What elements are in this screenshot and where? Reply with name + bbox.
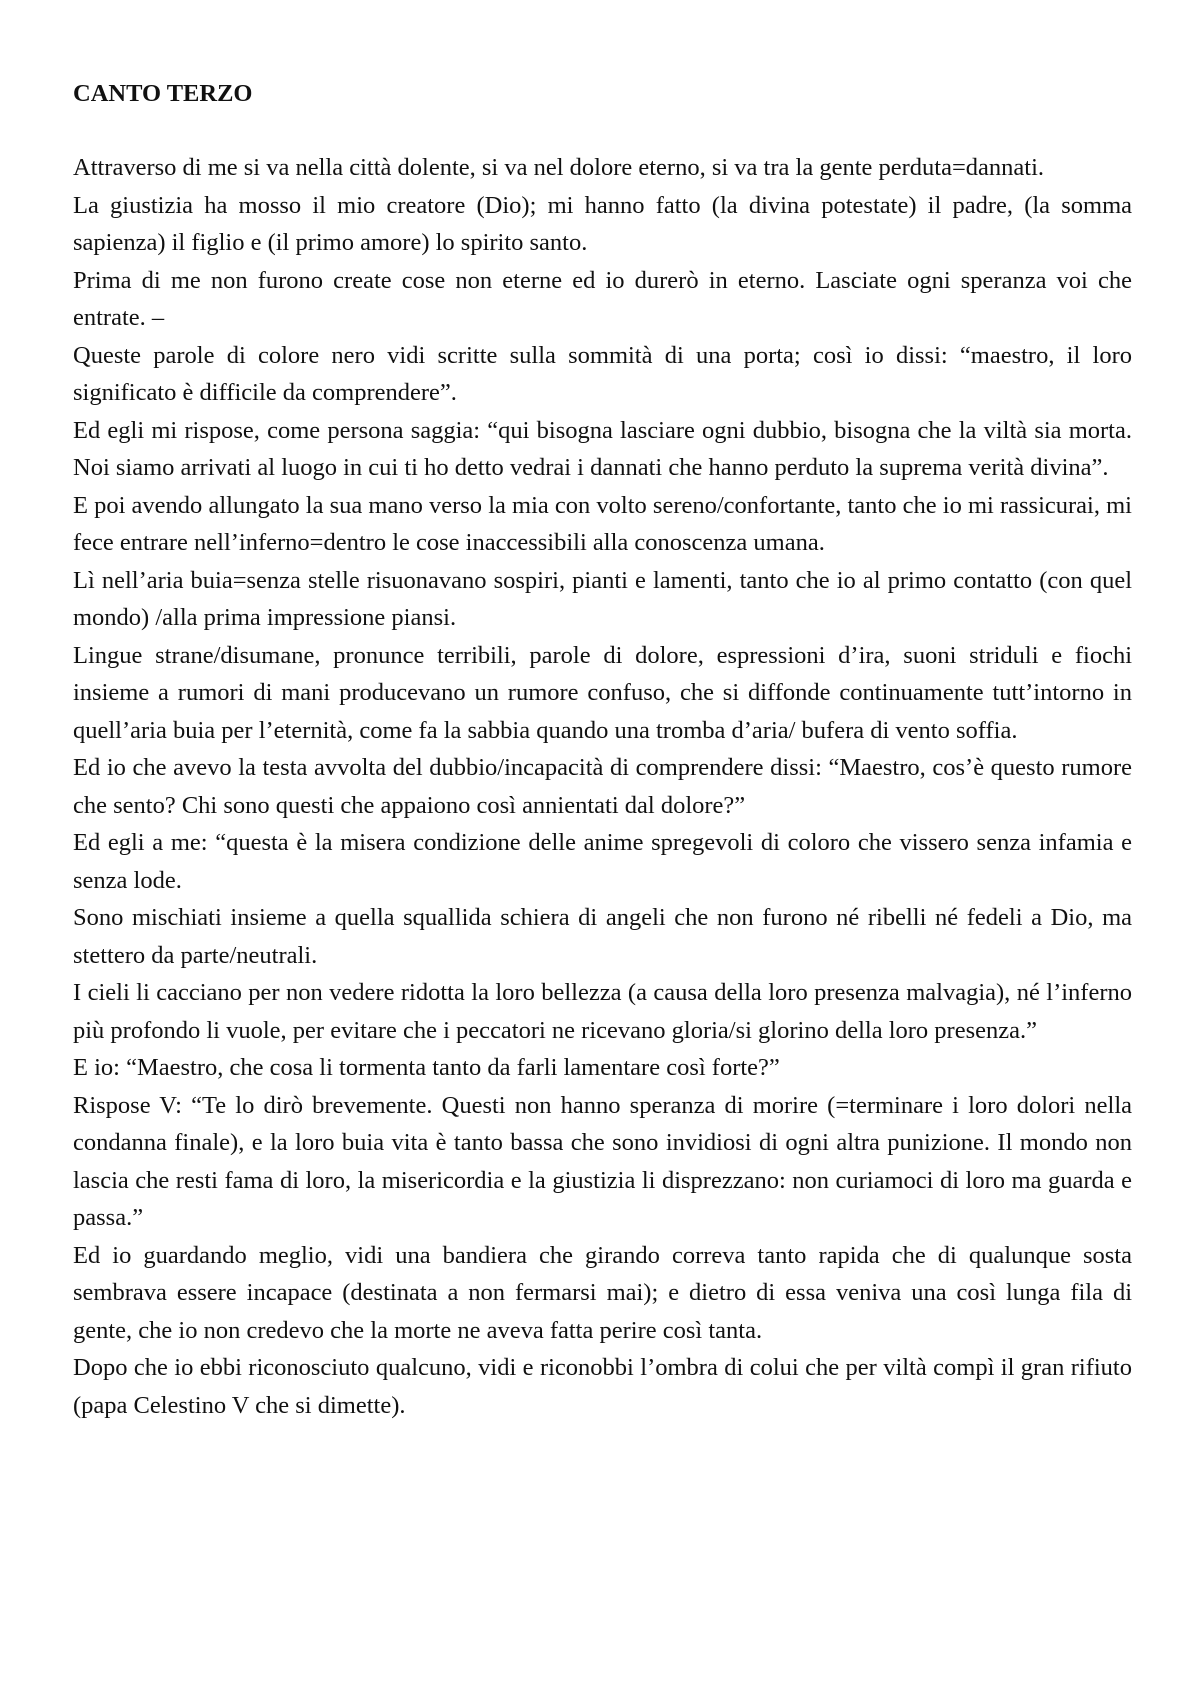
paragraph-15: Ed io guardando meglio, vidi una bandiera che girando correva tanto rapida che di qualunque sosta sembrava essere incapace (destinata a non fermarsi mai); e dietro di essa veniva una così lunga fila di gente, che io non credevo che la morte ne aveva fatta perire così tanta. xyxy=(73,1241,1132,1344)
paragraph-5: Ed egli mi rispose, come persona saggia: “qui bisogna lasciare ogni dubbio, bisogna che la viltà sia morta. Noi siamo arrivati al luogo in cui ti ho detto vedrai i dannati che hanno perduto la suprema verità divina”. xyxy=(73,416,1132,481)
paragraph-16: Dopo che io ebbi riconosciuto qualcuno, vidi e riconobbi l’ombra di colui che per viltà compì il gran rifiuto (papa Celestino V che si dimette). xyxy=(73,1354,1132,1419)
paragraph-4: Queste parole di colore nero vidi scritte sulla sommità di una porta; così io dissi: “maestro, il loro significato è difficile da comprendere”. xyxy=(73,341,1132,406)
paragraph-13: E io: “Maestro, che cosa li tormenta tanto da farli lamentare così forte?” xyxy=(73,1054,780,1081)
paragraph-7: Lì nell’aria buia=senza stelle risuonavano sospiri, pianti e lamenti, tanto che io al primo contatto (con quel mondo) /alla prima impressione piansi. xyxy=(73,566,1132,631)
paragraph-2: La giustizia ha mosso il mio creatore (Dio); mi hanno fatto (la divina potestate) il padre, (la somma sapienza) il figlio e (il primo amore) lo spirito santo. xyxy=(73,191,1132,256)
paragraph-1: Attraverso di me si va nella città dolente, si va nel dolore eterno, si va tra la gente perduta=dannati. xyxy=(73,154,1045,181)
paragraph-6: E poi avendo allungato la sua mano verso la mia con volto sereno/confortante, tanto che io mi rassicurai, mi fece entrare nell’inferno=dentro le cose inaccessibili alla conoscenza umana. xyxy=(73,491,1132,556)
paragraph-9: Ed io che avevo la testa avvolta del dubbio/incapacità di comprendere dissi: “Maestro, cos’è questo rumore che sento? Chi sono questi che appaiono così annientati dal dolore?” xyxy=(73,754,1132,819)
paragraph-10: Ed egli a me: “questa è la misera condizione delle anime spregevoli di coloro che vissero senza infamia e senza lode. xyxy=(73,829,1132,894)
document-body xyxy=(73,75,1132,1424)
document-title: CANTO TERZO xyxy=(73,80,253,107)
paragraph-11: Sono mischiati insieme a quella squallida schiera di angeli che non furono né ribelli né fedeli a Dio, ma stettero da parte/neutrali. xyxy=(73,904,1132,969)
paragraph-8: Lingue strane/disumane, pronunce terribili, parole di dolore, espressioni d’ira, suoni striduli e fiochi insieme a rumori di mani producevano un rumore confuso, che si diffonde continuamente tutt’intorno in quell’aria buia per l’eternità, come fa la sabbia quando una tromba d’aria/ bufera di vento soffia. xyxy=(73,641,1132,744)
paragraph-12: I cieli li cacciano per non vedere ridotta la loro bellezza (a causa della loro presenza malvagia), né l’inferno più profondo li vuole, per evitare che i peccatori ne ricevano gloria/si glorino della loro presenza.” xyxy=(73,979,1132,1044)
paragraph-14: Rispose V: “Te lo dirò brevemente. Questi non hanno speranza di morire (=terminare i loro dolori nella condanna finale), e la loro buia vita è tanto bassa che sono invidiosi di ogni altra punizione. Il mondo non lascia che resti fama di loro, la misericordia e la giustizia li disprezzano: non curiamoci di loro ma guarda e passa.” xyxy=(73,1091,1132,1231)
paragraph-3: Prima di me non furono create cose non eterne ed io durerò in eterno. Lasciate ogni speranza voi che entrate. – xyxy=(73,266,1132,331)
